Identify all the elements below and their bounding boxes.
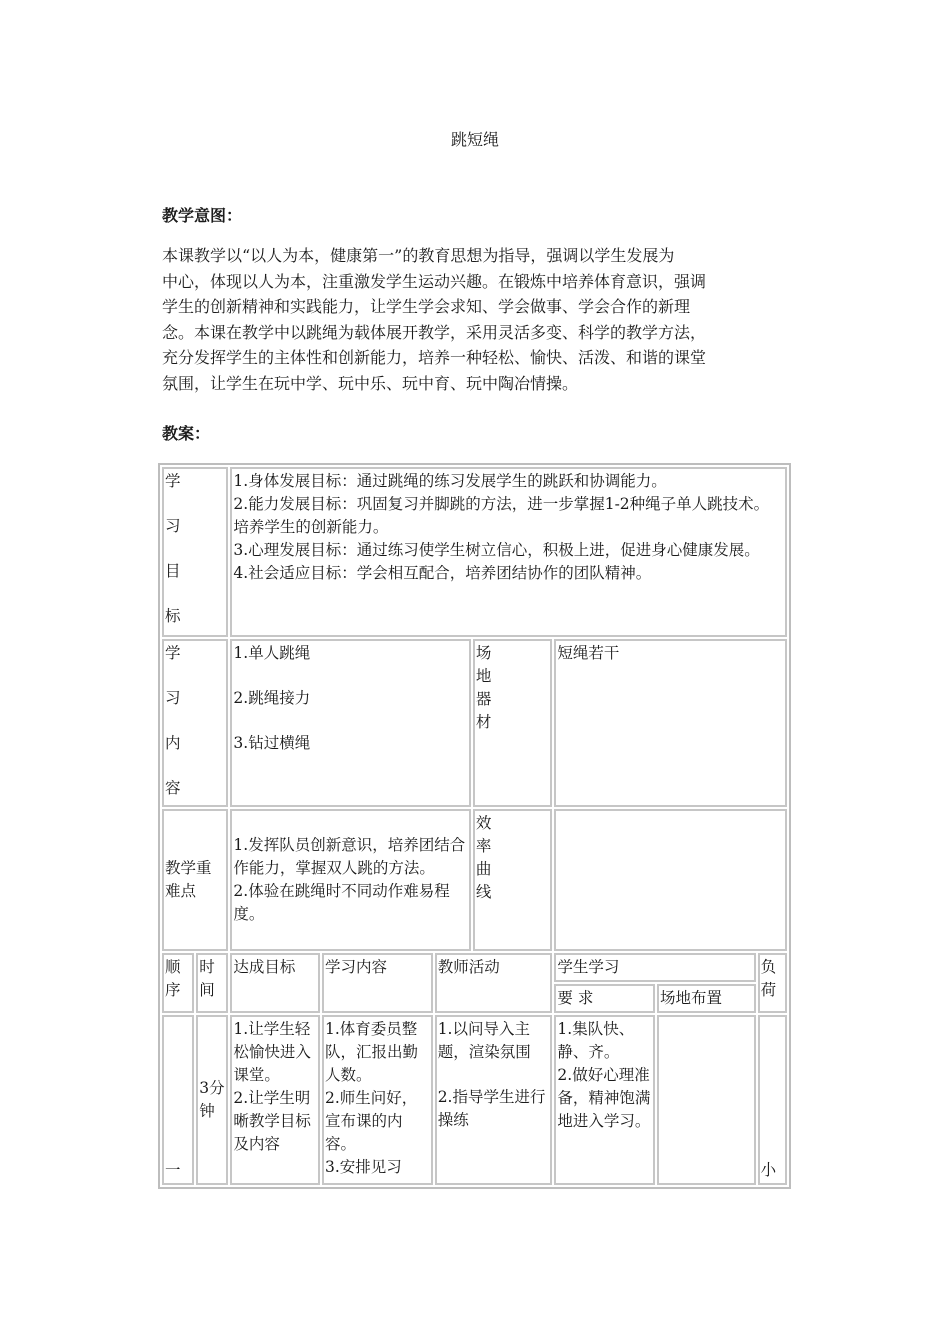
lesson-plan-table xyxy=(158,463,791,1189)
header-teacher: 教师活动 xyxy=(435,953,553,1013)
header-load: 负荷 xyxy=(758,953,787,1013)
header-row xyxy=(162,953,787,982)
curve-cell xyxy=(554,809,787,951)
goal-item: 1.身体发展目标：通过跳绳的练习发展学生的跳跃和协调能力。 xyxy=(233,472,667,490)
intent-line: 本课教学以“以人为本，健康第一”的教育思想为指导，强调以学生发展为 xyxy=(162,246,675,265)
difficulty-label: 教学重难点 xyxy=(162,809,228,951)
header-time: 时间 xyxy=(196,953,228,1013)
goal-item: 3.心理发展目标：通过练习使学生树立信心，积极上进，促进身心健康发展。 xyxy=(233,541,760,559)
header-order: 顺序 xyxy=(162,953,194,1013)
content-row xyxy=(162,639,787,807)
step-targets: 1.让学生轻松愉快进入课堂。 2.让学生明晰教学目标及内容 xyxy=(230,1015,320,1185)
plan-heading: 教案： xyxy=(162,424,211,443)
intent-line: 中心，体现以人为本，注重激发学生运动兴趣。在锻炼中培养体育意识，强调 xyxy=(162,271,707,291)
step-order: 一 xyxy=(162,1015,194,1185)
content-label: 学 习 内 容 xyxy=(162,639,228,807)
goals-cell xyxy=(230,467,787,637)
equipment-cell: 短绳若干 xyxy=(554,639,787,807)
header-content: 学习内容 xyxy=(322,953,433,1013)
content-item: 2.跳绳接力 xyxy=(233,689,311,707)
step-layout xyxy=(657,1015,756,1185)
intent-heading: 教学意图： xyxy=(162,206,243,225)
intent-line: 充分发挥学生的主体性和创新能力，培养一种轻松、愉快、活泼、和谐的课堂 xyxy=(162,348,707,367)
equipment-label: 场 地 器 材 xyxy=(473,639,553,807)
content-cell xyxy=(230,639,470,807)
content-item: 3.钻过横绳 xyxy=(233,734,311,752)
header-requirement: 要 求 xyxy=(554,984,655,1013)
intent-line: 学生的创新精神和实践能力，让学生学会求知、学会做事、学会合作的新理 xyxy=(162,297,691,316)
header-student: 学生学习 xyxy=(554,953,755,982)
difficulty-cell xyxy=(230,809,470,951)
step-teacher: 1.以问导入主题，渲染氛围 2.指导学生进行操练 xyxy=(435,1015,553,1185)
goals-row xyxy=(162,467,787,637)
header-target: 达成目标 xyxy=(230,953,320,1013)
step-load: 小 xyxy=(758,1015,787,1185)
content-item: 1.单人跳绳 xyxy=(233,644,311,662)
difficulty-item: 1.发挥队员创新意识，培养团结合作能力，掌握双人跳的方法。 xyxy=(233,836,466,877)
step-contents: 1.体育委员整队，汇报出勤人数。 2.师生问好，宣布课的内容。 3.安排见习 xyxy=(322,1015,433,1185)
difficulty-item: 2.体验在跳绳时不同动作难易程度。 xyxy=(233,882,450,923)
step-time: 3分钟 xyxy=(196,1015,228,1185)
curve-label: 效 率 曲 线 xyxy=(473,809,553,951)
step-row xyxy=(162,1015,787,1185)
intent-line: 氛围，让学生在玩中学、玩中乐、玩中育、玩中陶冶情操。 xyxy=(162,373,579,393)
page-title: 跳短绳 xyxy=(450,130,499,149)
step-requirements: 1.集队快、静、齐。 2.做好心理准备，精神饱满地进入学习。 xyxy=(554,1015,655,1185)
intent-line: 念。本课在教学中以跳绳为载体展开教学，采用灵活多变、科学的教学方法， xyxy=(162,322,707,342)
goal-item: 2.能力发展目标：巩固复习并脚跳的方法，进一步掌握1-2种绳子单人跳技术。培养学生的创新能力。 xyxy=(233,495,770,536)
goals-label: 学 习 目 标 xyxy=(162,467,228,637)
difficulty-row xyxy=(162,809,787,951)
header-layout: 场地布置 xyxy=(657,984,756,1013)
intent-paragraph xyxy=(162,243,792,396)
goal-item: 4.社会适应目标：学会相互配合，培养团结协作的团队精神。 xyxy=(233,564,652,582)
